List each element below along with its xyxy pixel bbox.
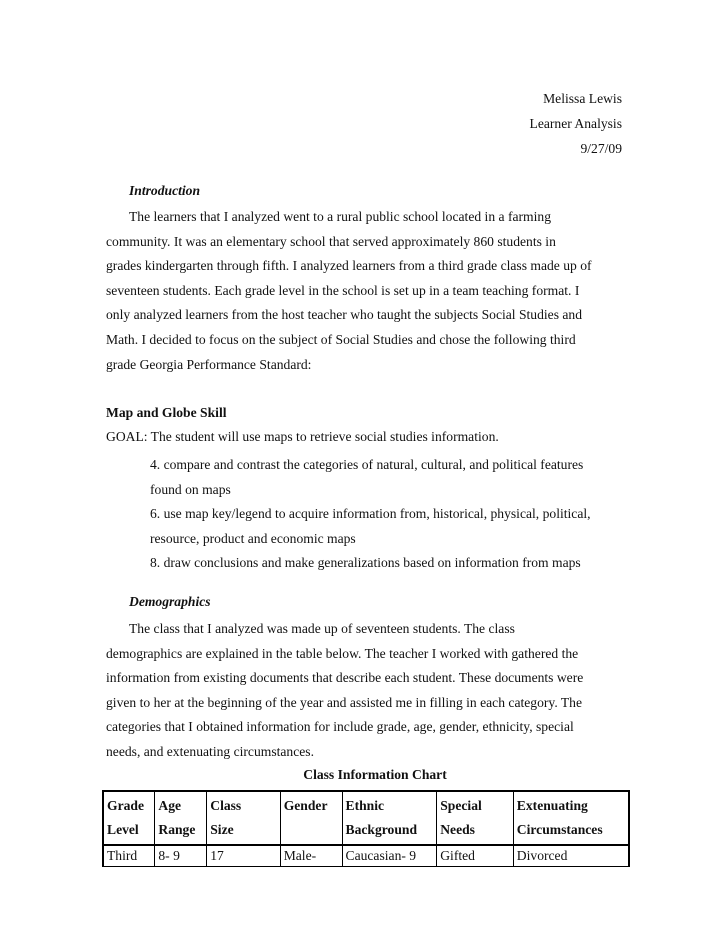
table-header-row <box>103 791 629 818</box>
paragraph-line: needs, and extenuating circumstances. <box>106 743 314 759</box>
standard-item: 4. compare and contrast the categories of natural, cultural, and political features <box>150 457 584 472</box>
table-cell: 8- 9 <box>155 845 207 867</box>
header-cell: Range <box>155 818 207 845</box>
introduction-heading: Introduction <box>129 183 201 198</box>
paragraph-line: grades kindergarten through fifth. I analyzed learners from a third grade class made up of <box>106 258 592 274</box>
paragraph-line: Math. I decided to focus on the subject of Social Studies and chose the following third <box>106 331 576 347</box>
header-cell: Special <box>437 791 514 818</box>
table-cell: Male- <box>280 845 342 867</box>
header-cell: Extenuating <box>513 791 629 818</box>
class-information-table <box>102 790 630 867</box>
header-cell: Size <box>207 818 280 845</box>
paragraph-line: The class that I analyzed was made up of seventeen students. The class <box>129 621 515 636</box>
header-cell: Grade <box>103 791 155 818</box>
standard-item: 6. use map key/legend to acquire information from, historical, physical, political, <box>150 506 591 521</box>
standard-heading: Map and Globe Skill <box>106 405 227 420</box>
header-cell: Needs <box>437 818 514 845</box>
standard-item: 8. draw conclusions and make generalizations based on information from maps <box>150 555 581 570</box>
standard-goal: GOAL: The student will use maps to retrieve social studies information. <box>106 429 499 444</box>
introduction-paragraph <box>106 205 636 377</box>
standard-item: found on maps <box>150 482 231 497</box>
paragraph-line: seventeen students. Each grade level in the school is set up in a team teaching format. I <box>106 282 580 298</box>
header-cell: Gender <box>280 791 342 818</box>
paragraph-line: community. It was an elementary school that served approximately 860 students in <box>106 233 556 249</box>
demographics-paragraph <box>106 617 636 765</box>
chart-title: Class Information Chart <box>303 767 447 782</box>
table-header-row <box>103 818 629 845</box>
table-cell: Divorced <box>513 845 629 867</box>
header-cell: Level <box>103 818 155 845</box>
standard-item: resource, product and economic maps <box>150 531 356 546</box>
table-cell: Third <box>103 845 155 867</box>
author-name: Melissa Lewis <box>543 91 622 106</box>
header-cell: Ethnic <box>342 791 437 818</box>
paragraph-line: given to her at the beginning of the year and assisted me in filling in each category. The <box>106 694 583 710</box>
document-date: 9/27/09 <box>580 141 622 156</box>
table-cell: Caucasian- 9 <box>342 845 437 867</box>
paragraph-line: demographics are explained in the table below. The teacher I worked with gathered the <box>106 645 579 661</box>
table-cell: 17 <box>207 845 280 867</box>
paragraph-line: only analyzed learners from the host teacher who taught the subjects Social Studies and <box>106 307 583 323</box>
table-row <box>103 845 629 867</box>
document-title: Learner Analysis <box>529 116 622 131</box>
header-cell: Circumstances <box>513 818 629 845</box>
header-cell <box>280 818 342 845</box>
paragraph-line: grade Georgia Performance Standard: <box>106 356 312 372</box>
document-header <box>530 86 622 161</box>
header-cell: Class <box>207 791 280 818</box>
demographics-heading: Demographics <box>129 594 211 609</box>
paragraph-line: categories that I obtained information for include grade, age, gender, ethnicity, special <box>106 719 574 735</box>
header-cell: Background <box>342 818 437 845</box>
paragraph-line: information from existing documents that describe each student. These documents were <box>106 670 584 686</box>
paragraph-line: The learners that I analyzed went to a rural public school located in a farming <box>129 209 551 224</box>
table-cell: Gifted <box>437 845 514 867</box>
header-cell: Age <box>155 791 207 818</box>
